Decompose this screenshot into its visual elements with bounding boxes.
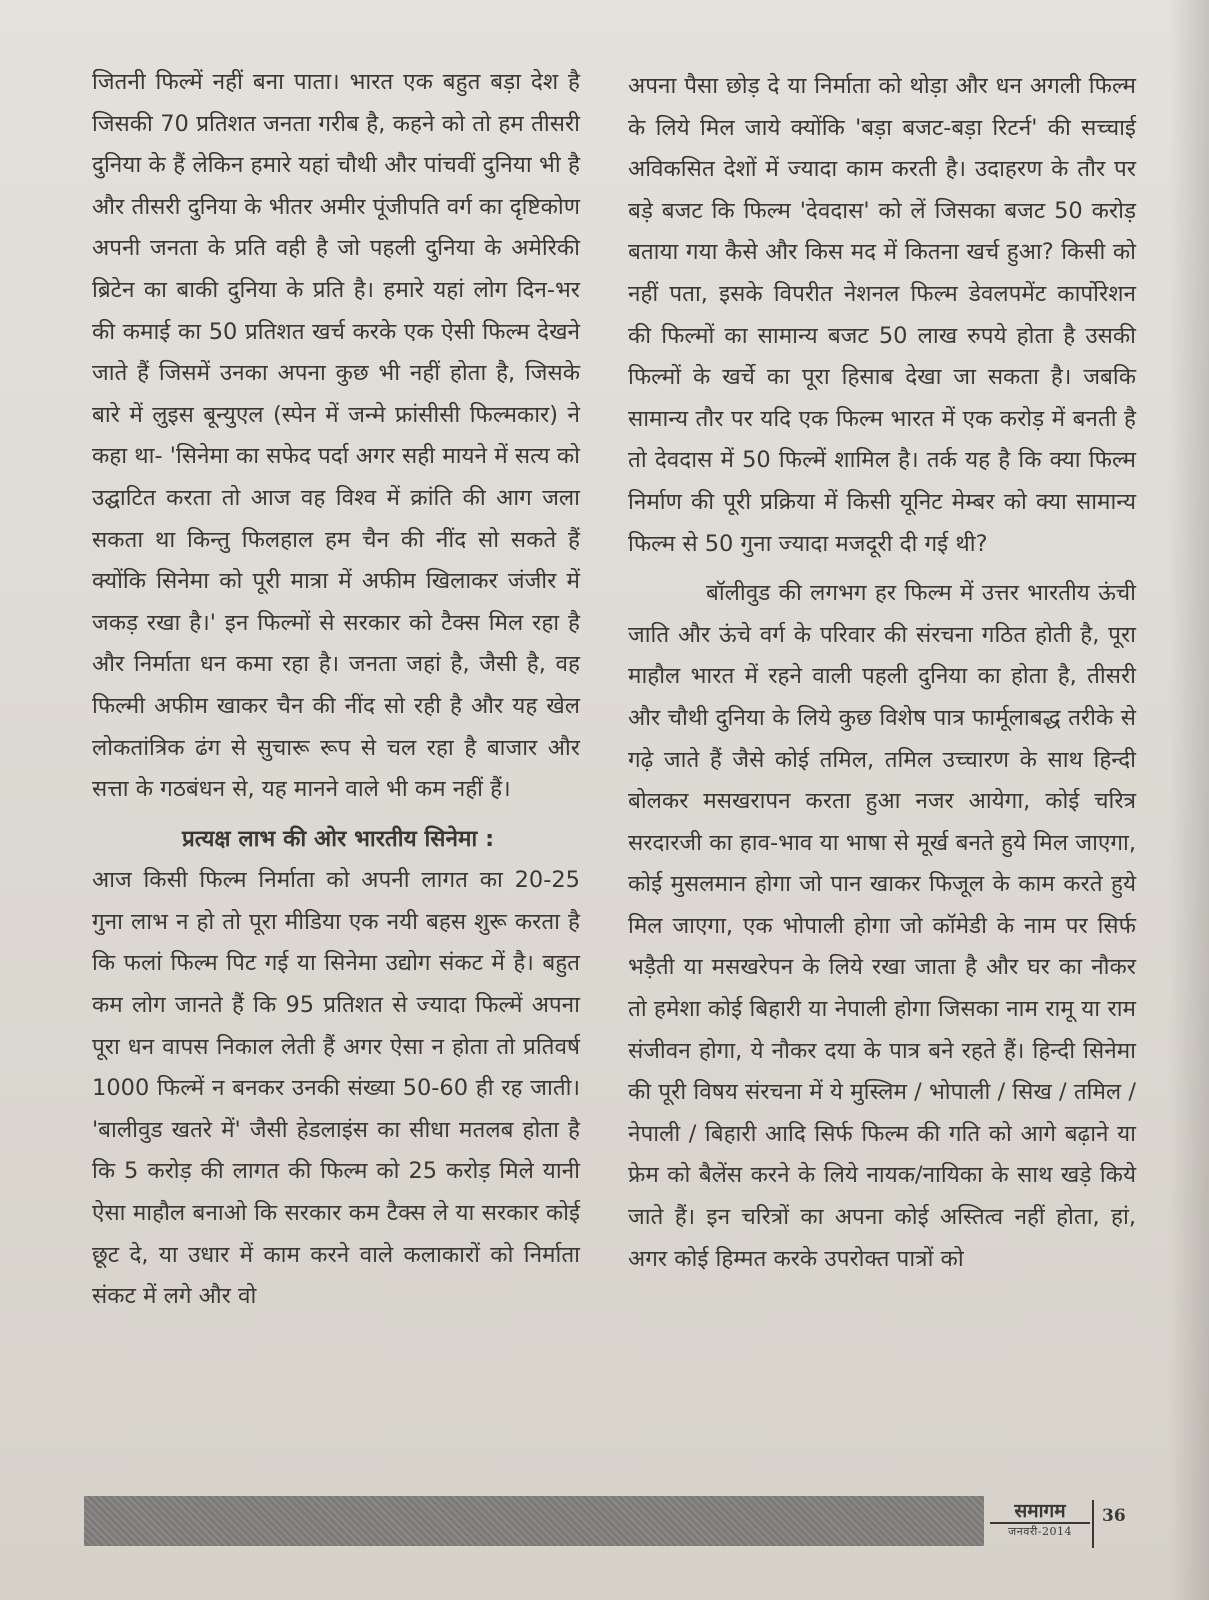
- left-column: [92, 62, 580, 1318]
- left-paragraph-1: जितनी फिल्में नहीं बना पाता। भारत एक बहुत बड़ा देश है जिसकी 70 प्रतिशत जनता गरीब है, कहने को तो हम तीसरी दुनिया के हैं लेकिन हमारे यहां चौथी और पांचवीं दुनिया भी है और तीसरी दुनिया के भीतर अमीर पूंजीपति वर्ग का दृष्टिकोण अपनी जनता के प्रति वही है जो पहली दुनिया के अमेरिकी ब्रिटेन का बाकी दुनिया के प्रति है। हमारे यहां लोग दिन-भर की कमाई का 50 प्रतिशत खर्च करके एक ऐसी फिल्म देखने जाते हैं जिसमें उनका अपना कुछ भी नहीं होता है, जिसके बारे में लुइस बून्युएल (स्पेन में जन्मे फ्रांसीसी फिल्मकार) ने कहा था- 'सिनेमा का सफेद पर्दा अगर सही मायने में सत्य को उद्घाटित करता तो आज वह विश्व में क्रांति की आग जला सकता था किन्तु फिलहाल हम चैन की नींद सो सकते हैं क्योंकि सिनेमा को पूरी मात्रा में अफीम खिलाकर जंजीर में जकड़ रखा है।' इन फिल्मों से सरकार को टैक्स मिल रहा है और निर्माता धन कमा रहा है। जनता जहां है, जैसी है, वह फिल्मी अफीम खाकर चैन की नींद सो रही है और यह खेल लोकतांत्रिक ढंग से सुचारू रूप से चल रहा है बाजार और सत्ता के गठबंधन से, यह मानने वाले भी कम नहीं हैं।: [92, 69, 580, 803]
- page-number: 36: [1102, 1506, 1126, 1526]
- magazine-masthead: [990, 1500, 1090, 1548]
- right-paragraph-1: अपना पैसा छोड़ दे या निर्माता को थोड़ा और धन अगली फिल्म के लिये मिल जाये क्योंकि 'बड़ा बजट-बड़ा रिटर्न' की सच्चाई अविकसित देशों में ज्यादा काम करती है। उदाहरण के तौर पर बड़े बजट कि फिल्म 'देवदास' को लें जिसका बजट 50 करोड़ बताया गया कैसे और किस मद में कितना खर्च हुआ? किसी को नहीं पता, इसके विपरीत नेशनल फिल्म डेवलपमेंट कार्पोरेशन की फिल्मों का सामान्य बजट 50 लाख रुपये होता है उसकी फिल्मों के खर्चे का पूरा हिसाब देखा जा सकता है। जबकि सामान्य तौर पर यदि एक फिल्म भारत में एक करोड़ में बनती है तो देवदास में 50 फिल्में शामिल है। तर्क यह है कि क्या फिल्म निर्माण की पूरी प्रक्रिया में किसी यूनिट मेम्बर को क्या सामान्य फिल्म से 50 गुना ज्यादा मजदूरी दी गई थी?: [628, 73, 1136, 557]
- left-paragraph-2: आज किसी फिल्म निर्माता को अपनी लागत का 20-25 गुना लाभ न हो तो पूरा मीडिया एक नयी बहस शुरू करता है कि फलां फिल्म पिट गई या सिनेमा उद्योग संकट में है। बहुत कम लोग जानते हैं कि 95 प्रतिशत से ज्यादा फिल्में अपना पूरा धन वापस निकाल लेती हैं अगर ऐसा न होता तो प्रतिवर्ष 1000 फिल्में न बनकर उनकी संख्या 50-60 ही रह जाती। 'बालीवुड खतरे में' जैसी हेडलाइंस का सीधा मतलब होता है कि 5 करोड़ की लागत की फिल्म को 25 करोड़ मिले यानी ऐसा माहौल बनाओ कि सरकार कम टैक्स ले या सरकार कोई छूट दे, या उधार में काम करने वाले कलाकारों को निर्माता संकट में लगे और वो: [92, 867, 580, 1310]
- issue-date: जनवरी-2014: [1008, 1525, 1072, 1538]
- footer-divider: [1092, 1500, 1094, 1548]
- right-column: [628, 66, 1136, 1280]
- right-paragraph-2: बॉलीवुड की लगभग हर फिल्म में उत्तर भारतीय ऊंची जाति और ऊंचे वर्ग के परिवार की संरचना गठित होती है, पूरा माहौल भारत में रहने वाली पहली दुनिया का होता है, तीसरी और चौथी दुनिया के लिये कुछ विशेष पात्र फार्मूलाबद्ध तरीके से गढ़े जाते हैं जैसे कोई तमिल, तमिल उच्चारण के साथ हिन्दी बोलकर मसखरापन करता हुआ नजर आयेगा, कोई चरित्र सरदारजी का हाव-भाव या भाषा से मूर्ख बनते हुये मिल जाएगा, कोई मुसलमान होगा जो पान खाकर फिजूल के काम करते हुये मिल जाएगा, एक भोपाली होगा जो कॉमेडी के नाम पर सिर्फ भड़ैती या मसखरेपन के लिये रखा जाता है और घर का नौकर तो हमेशा कोई बिहारी या नेपाली होगा जिसका नाम रामू या राम संजीवन होगा, ये नौकर दया के पात्र बने रहते हैं। हिन्दी सिनेमा की पूरी विषय संरचना में ये मुस्लिम / भोपाली / सिख / तमिल / नेपाली / बिहारी आदि सिर्फ फिल्म की गति को आगे बढ़ाने या फ्रेम को बैलेंस करने के लिये नायक/नायिका के साथ खड़े किये जाते हैं। इन चरित्रों का अपना कोई अस्तित्व नहीं होता, हां, अगर कोई हिम्मत करके उपरोक्त पात्रों को: [628, 580, 1136, 1272]
- magazine-name: समागम: [990, 1500, 1090, 1524]
- left-subheading-line: [92, 819, 580, 861]
- page-spine-shadow: [1169, 0, 1209, 1600]
- footer-hatched-bar: [84, 1496, 984, 1546]
- section-subheading: प्रत्यक्ष लाभ की ओर भारतीय सिनेमा :: [182, 825, 495, 852]
